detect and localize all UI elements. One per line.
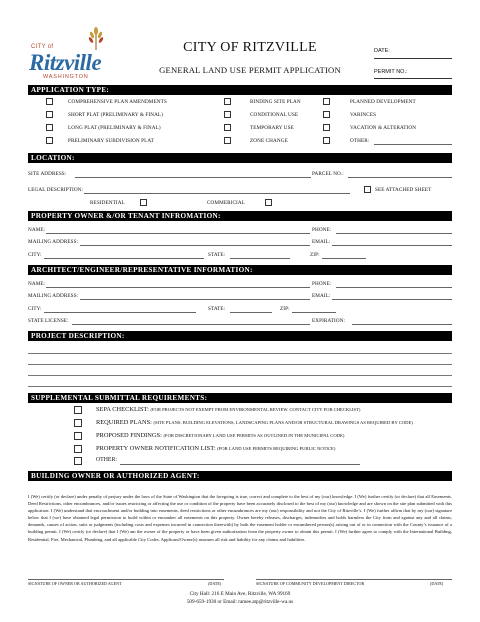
checkbox[interactable]: [224, 124, 231, 131]
site-address-line[interactable]: [75, 177, 311, 178]
supplemental-label: REQUIRED PLANS:: [96, 419, 152, 426]
owner-phone-line[interactable]: [336, 233, 452, 234]
page-title: CITY OF RITZVILLE: [183, 40, 317, 55]
commercial-label: COMMERICIAL: [207, 200, 245, 206]
supplemental-note: (FOR LAND USE PERMITS REQUIRING PUBLIC NOTICE): [217, 446, 336, 451]
checkbox[interactable]: [224, 137, 231, 144]
architect-name-line[interactable]: [46, 287, 310, 288]
footer-contact: 509-659-1930 or Email: ramee.atp@ritzville-wa.us: [186, 599, 294, 605]
architect-mailing-label: MAILING ADDRESS:: [28, 293, 79, 299]
architect-expiration-label: EXPIRATION:: [312, 318, 346, 324]
checkbox[interactable]: [265, 199, 272, 206]
description-line[interactable]: [28, 386, 452, 387]
owner-city-line[interactable]: [44, 258, 204, 259]
owner-mailing-label: MAILING ADDRESS:: [28, 239, 79, 245]
supplemental-item: [96, 419, 413, 426]
description-line[interactable]: [28, 364, 452, 365]
architect-zip-line[interactable]: [292, 312, 336, 313]
supplemental-item: [96, 406, 360, 413]
city-logo: [29, 24, 119, 84]
architect-state-line[interactable]: [230, 312, 272, 313]
description-line[interactable]: [28, 353, 452, 354]
agent-heading: BUILDING OWNER OR AUTHORIZED AGENT:: [28, 471, 452, 481]
site-address-label: SITE ADDRESS:: [28, 171, 67, 177]
architect-name-label: NAME:: [28, 281, 46, 287]
architect-license-label: STATE LICENSE:: [28, 318, 69, 324]
architect-phone-line[interactable]: [336, 287, 452, 288]
checkbox[interactable]: [224, 111, 231, 118]
certification-text: I (We) certify (or declare) under penalty of perjury under the laws of the State of Washington that the foregoing is true, correct and complete to the best of my (our) knowledge. I (We) further certify (or declare) that all Easements, Deed Restrictions, other encumbrances, and/or issues restricting or affecting the use or condition of the property have been accurately disclosed to the best of my (our) knowledge and are shown on the site plan submitted with this application. I (We) understand that encroachment and/or building into easements, deed restrictions or other encumbrances are my (our) responsibility and not the City of Ritzville’s. I (We) further affirm that by my (our) signature below that I (we) have obtained legal permission to build within or encumber all easements on this property. Owner hereby releases, discharges, indemnifies and holds harmless the City from and against any and all claims, demands, causes of action, suits or judgments (including costs and expenses incurred in connection therewith) by both the easement holder or encumbered person(s) arising out of or in connection with the County’s issuance of a building permit. I (We) certify (or declare) that I (We) am the owner of the property or have been given authorization from the property owner to obtain this permit. I (We) further agree to comply with the International Building, Residential, Fire, Mechanical, Plumbing, and all applicable City Codes. Applicant/Owner(s) assumes all risk and liability for any claims and liabilities.: [28, 494, 452, 542]
checkbox[interactable]: [140, 199, 147, 206]
app-type-label: OTHER:: [350, 138, 370, 144]
application-type-heading: APPLICATION TYPE:: [28, 85, 452, 95]
director-signature-line[interactable]: [256, 579, 452, 580]
project-heading: PROJECT DESCRIPTION:: [28, 331, 452, 341]
checkbox[interactable]: [323, 137, 330, 144]
logo-name: Ritzville: [29, 50, 102, 75]
owner-email-label: EMAIL:: [312, 239, 331, 245]
architect-expiration-line[interactable]: [352, 324, 452, 325]
owner-state-line[interactable]: [230, 258, 290, 259]
supplemental-note: (SITE PLANS, BUILDING ELEVATIONS, LANDSCAPING PLANS AND/OR STRUCTURAL DRAWINGS AS REQUIRED BY CODE): [153, 420, 413, 425]
permit-line[interactable]: [374, 78, 452, 79]
app-type-label: PLANNED DEVELOPMENT: [350, 99, 416, 105]
supplemental-label: OTHER:: [96, 457, 117, 463]
agent-signature-line[interactable]: [28, 579, 224, 580]
director-date-label: (DATE): [430, 581, 444, 586]
agent-date-label: (DATE): [208, 581, 222, 586]
architect-mailing-line[interactable]: [80, 299, 310, 300]
agent-signature-label: SIGNATURE OF OWNER OR AUTHORIZED AGENT: [28, 581, 122, 586]
supplemental-note: (FOR DISCRETIONARY LAND USE PERMITS AS OUTLINED IN THE MUNICIPAL CODE): [163, 433, 345, 438]
app-type-label: BINDING SITE PLAN: [250, 99, 301, 105]
parcel-no-label: PARCEL NO.:: [312, 171, 344, 177]
owner-email-line[interactable]: [332, 245, 452, 246]
parcel-no-line[interactable]: [348, 177, 452, 178]
supplemental-item: [96, 445, 335, 452]
page-subtitle: GENERAL LAND USE PERMIT APPLICATION: [159, 65, 341, 75]
owner-city-label: CITY:: [28, 252, 42, 258]
description-line[interactable]: [28, 375, 452, 376]
date-label: DATE:: [374, 48, 390, 54]
checkbox[interactable]: [323, 111, 330, 118]
checkbox[interactable]: [224, 98, 231, 105]
owner-name-line[interactable]: [46, 233, 310, 234]
checkbox[interactable]: [74, 406, 82, 414]
legal-description-label: LEGAL DESCRIPTION:: [28, 187, 84, 193]
app-type-label: COMPREHENSIVE PLAN AMENDMENTS: [68, 99, 167, 105]
checkbox[interactable]: [46, 124, 53, 131]
owner-phone-label: PHONE:: [312, 227, 332, 233]
supplemental-note: (FOR PROJECTS NOT EXEMPT FROM ENVIRONMENTAL REVIEW. CONTACT CITY FOR CHECKLIST): [150, 407, 361, 412]
logo-city-of: CITY of: [31, 44, 54, 50]
architect-state-label: STATE:: [208, 306, 226, 312]
legal-description-line[interactable]: [84, 193, 350, 194]
supplemental-other-line[interactable]: [120, 464, 360, 465]
architect-email-label: EMAIL:: [312, 293, 331, 299]
checkbox[interactable]: [46, 111, 53, 118]
checkbox[interactable]: [323, 98, 330, 105]
checkbox[interactable]: [74, 457, 82, 465]
residential-label: RESIDENTIAL: [90, 200, 125, 206]
checkbox[interactable]: [74, 445, 82, 453]
other-line[interactable]: [374, 144, 452, 145]
owner-heading: PROPERTY OWNER &/OR TENANT INFROMATION:: [28, 211, 452, 221]
app-type-label: SHORT PLAT (PRELIMINARY & FINAL): [68, 112, 164, 118]
supplemental-label: PROPOSED FINDINGS:: [96, 432, 162, 439]
owner-zip-line[interactable]: [322, 258, 366, 259]
footer-address: City Hall: 216 E Main Ave, Ritzville, WA 99169: [189, 591, 291, 597]
architect-city-label: CITY:: [28, 306, 42, 312]
architect-heading: ARCHITECT/ENGINEER/REPRESENTATIVE INFORMATION:: [28, 265, 452, 275]
app-type-label: CONDITIONAL USE: [250, 112, 299, 118]
owner-zip-label: ZIP:: [310, 252, 320, 258]
supplemental-label: SEPA CHECKLIST:: [96, 406, 149, 413]
checkbox[interactable]: [364, 186, 371, 193]
app-type-label: TEMPORARY USE: [250, 125, 294, 131]
logo-state: WASHINGTON: [43, 74, 89, 80]
checkbox[interactable]: [74, 432, 82, 440]
owner-state-label: STATE:: [208, 252, 226, 258]
wheat-icon: [85, 26, 107, 50]
architect-email-line[interactable]: [332, 299, 452, 300]
owner-name-label: NAME:: [28, 227, 46, 233]
checkbox[interactable]: [46, 137, 53, 144]
architect-city-line[interactable]: [44, 312, 196, 313]
supplemental-label: PROPERTY OWNER NOTIFICATION LIST:: [96, 445, 216, 452]
owner-mailing-line[interactable]: [80, 245, 310, 246]
see-attached-label: SEE ATTACHED SHEET: [375, 187, 432, 193]
app-type-label: LONG PLAT (PRELIMINARY & FINAL): [68, 125, 161, 131]
architect-zip-label: ZIP:: [280, 306, 290, 312]
checkbox[interactable]: [46, 98, 53, 105]
director-signature-label: SIGNATURE OF COMMUNITY DEVELOPMENT DIRECTOR: [256, 581, 365, 586]
supplemental-item: [96, 432, 344, 439]
checkbox[interactable]: [74, 419, 82, 427]
app-type-label: PRELIMINARY SUBDIVISION PLAT: [68, 138, 154, 144]
supplemental-heading: SUPPLEMENTAL SUBMITTAL REQUIREMENTS:: [28, 393, 452, 403]
location-heading: LOCATION:: [28, 153, 452, 163]
app-type-label: VACATION & ALTERATION: [350, 125, 417, 131]
architect-phone-label: PHONE:: [312, 281, 332, 287]
checkbox[interactable]: [323, 124, 330, 131]
app-type-label: VARINCES: [350, 112, 377, 118]
app-type-label: ZONE CHANGE: [250, 138, 288, 144]
date-line[interactable]: [374, 58, 452, 59]
permit-label: PERMIT NO.:: [374, 69, 408, 75]
architect-license-line[interactable]: [72, 324, 310, 325]
